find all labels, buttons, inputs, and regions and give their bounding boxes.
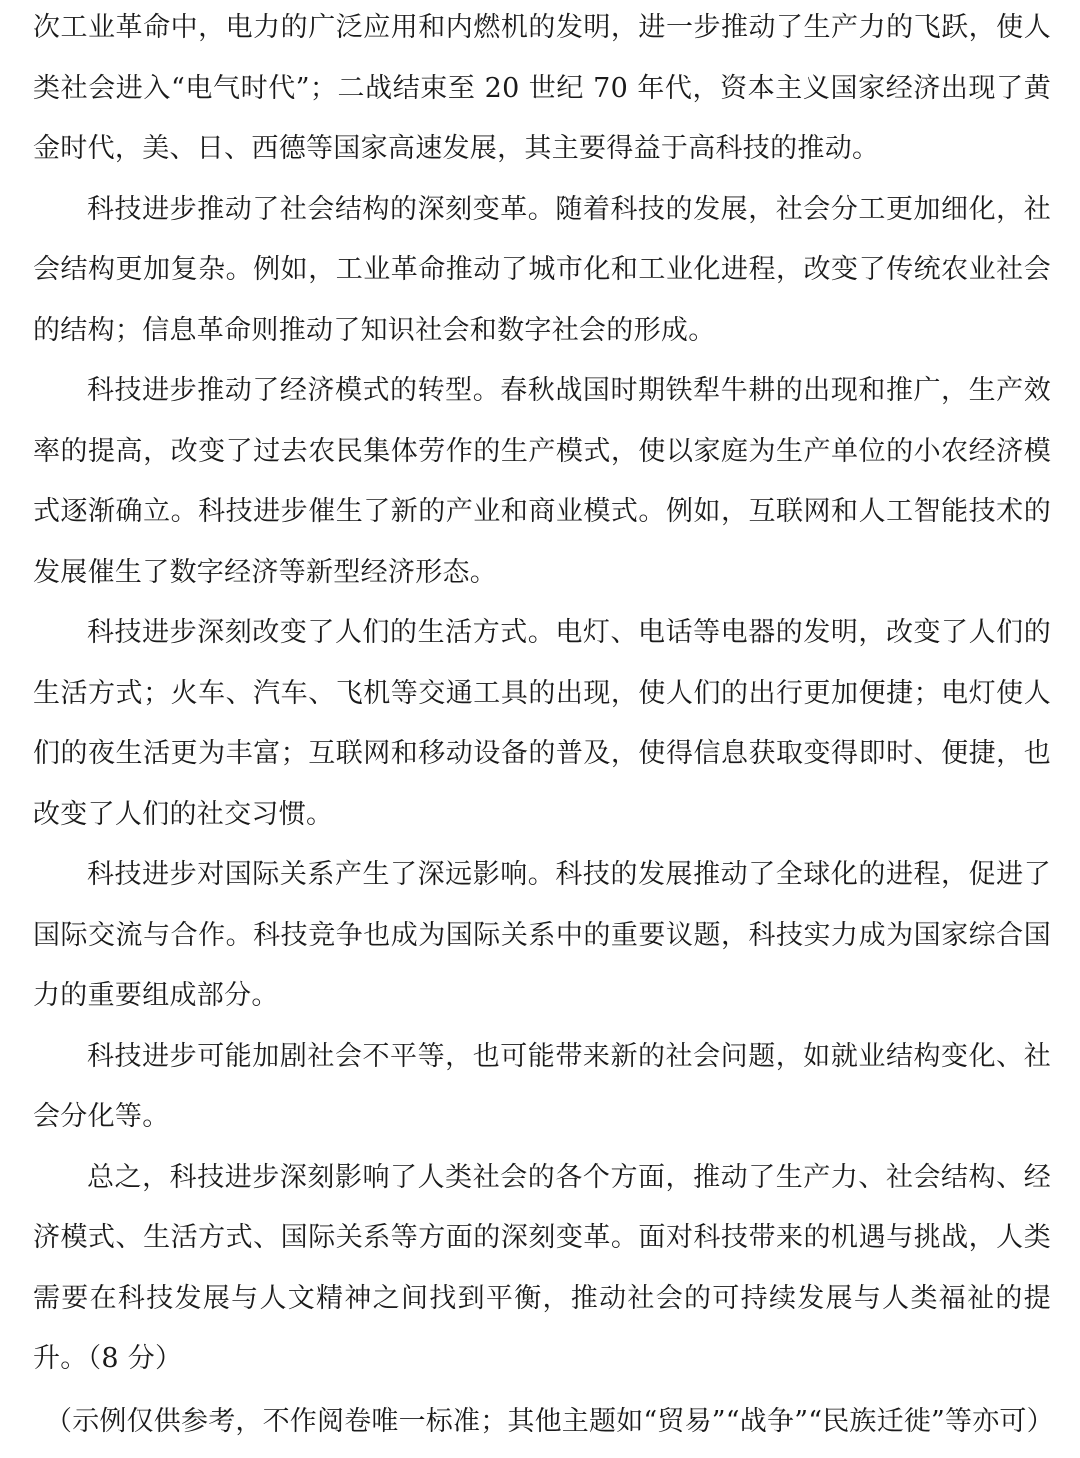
paragraph-international-relations: 科技进步对国际关系产生了深远影响。科技的发展推动了全球化的进程，促进了国际交流与合作。科技竞争也成为国际关系中的重要议题，科技实力成为国家综合国力的重要组成部分。 [33, 859, 1051, 1011]
paragraph-social-structure: 科技进步推动了社会结构的深刻变革。随着科技的发展，社会分工更加细化，社会结构更加复杂。例如，工业革命推动了城市化和工业化进程，改变了传统农业社会的结构；信息革命则推动了知识社会和数字社会的形成。 [33, 193, 1051, 346]
paragraph-economic-model: 科技进步推动了经济模式的转型。春秋战国时期铁犁牛耕的出现和推广，生产效率的提高，改变了过去农民集体劳作的生产模式，使以家庭为生产单位的小农经济模式逐渐确立。科技进步催生了新的产业和商业模式。例如，互联网和人工智能技术的发展催生了数字经济等新型经济形态。 [33, 375, 1051, 588]
document-body [33, 0, 1051, 1390]
paragraph-social-inequality: 科技进步可能加剧社会不平等，也可能带来新的社会问题，如就业结构变化、社会分化等。 [33, 1040, 1051, 1132]
paragraph-lifestyle: 科技进步深刻改变了人们的生活方式。电灯、电话等电器的发明，改变了人们的生活方式；火车、汽车、飞机等交通工具的出现，使人们的出行更加便捷；电灯使人们的夜生活更为丰富；互联网和移动设备的普及，使得信息获取变得即时、便捷，也改变了人们的社交习惯。 [33, 617, 1051, 830]
paragraph-conclusion: 总之，科技进步深刻影响了人类社会的各个方面，推动了生产力、社会结构、经济模式、生活方式、国际关系等方面的深刻变革。面对科技带来的机遇与挑战，人类需要在科技发展与人文精神之间找到平衡，推动社会的可持续发展与人类福祉的提升。（8 分） [33, 1161, 1051, 1374]
paragraph-intro-continuation: 次工业革命中，电力的广泛应用和内燃机的发明，进一步推动了生产力的飞跃，使人类社会进入“电气时代”；二战结束至 20 世纪 70 年代，资本主义国家经济出现了黄金时代，美、日、西德等国家高速发展，其主要得益于高科技的推动。 [33, 12, 1051, 164]
reference-note: （示例仅供参考，不作阅卷唯一标准；其他主题如“贸易”“战争”“民族迁徙”等亦可） [45, 1406, 1054, 1437]
